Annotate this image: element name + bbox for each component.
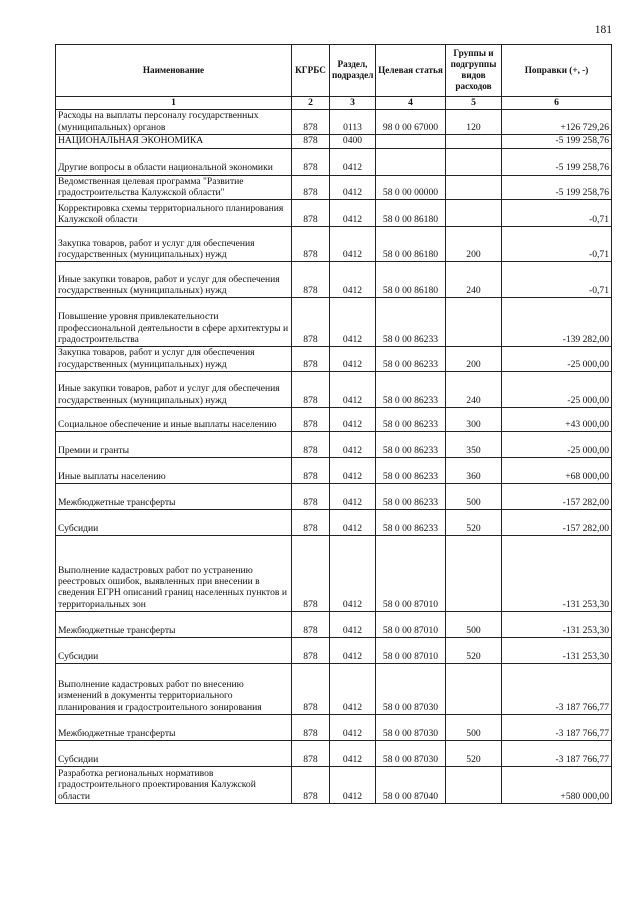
cell-amendment: -0,71 xyxy=(502,262,612,298)
cell-razdel: 0412 xyxy=(330,227,376,262)
cell-razdel: 0412 xyxy=(330,408,376,432)
cell-target: 58 0 00 86233 xyxy=(376,484,446,510)
table-row xyxy=(56,458,612,484)
cell-amendment: -25 000,00 xyxy=(502,372,612,408)
cell-kgrbs: 878 xyxy=(292,612,330,638)
table-row xyxy=(56,200,612,227)
cell-name: Межбюджетные трансферты xyxy=(56,612,292,638)
cell-expense-group: 500 xyxy=(446,484,502,510)
cell-razdel: 0412 xyxy=(330,175,376,200)
cell-amendment: -0,71 xyxy=(502,200,612,227)
header-kgrbs: КГРБС xyxy=(292,45,330,97)
cell-kgrbs: 878 xyxy=(292,536,330,612)
table-row xyxy=(56,638,612,664)
cell-target: 58 0 00 87030 xyxy=(376,664,446,715)
cell-razdel: 0113 xyxy=(330,110,376,135)
cell-razdel: 0412 xyxy=(330,347,376,372)
table-row xyxy=(56,664,612,715)
cell-kgrbs: 878 xyxy=(292,767,330,804)
cell-target: 58 0 00 86233 xyxy=(376,510,446,536)
budget-amendments-table xyxy=(55,44,612,804)
table-row xyxy=(56,227,612,262)
cell-name: Закупка товаров, работ и услуг для обеспечения государственных (муниципальных) нужд xyxy=(56,347,292,372)
cell-amendment: -5 199 258,76 xyxy=(502,135,612,148)
cell-amendment: -3 187 766,77 xyxy=(502,741,612,767)
column-number: 1 xyxy=(56,97,292,110)
cell-expense-group xyxy=(446,148,502,175)
cell-expense-group xyxy=(446,175,502,200)
header-razdel: Раздел, подраздел xyxy=(330,45,376,97)
cell-kgrbs: 878 xyxy=(292,408,330,432)
header-target: Целевая статья xyxy=(376,45,446,97)
cell-razdel: 0412 xyxy=(330,510,376,536)
cell-razdel: 0412 xyxy=(330,298,376,347)
cell-amendment: -131 253,30 xyxy=(502,536,612,612)
cell-kgrbs: 878 xyxy=(292,638,330,664)
cell-kgrbs: 878 xyxy=(292,110,330,135)
cell-kgrbs: 878 xyxy=(292,484,330,510)
cell-target: 58 0 00 86180 xyxy=(376,227,446,262)
cell-razdel: 0412 xyxy=(330,536,376,612)
cell-name: Расходы на выплаты персоналу государственных (муниципальных) органов xyxy=(56,110,292,135)
cell-amendment: -25 000,00 xyxy=(502,432,612,458)
page-number: 181 xyxy=(594,24,612,36)
cell-kgrbs: 878 xyxy=(292,175,330,200)
cell-name: Субсидии xyxy=(56,741,292,767)
cell-kgrbs: 878 xyxy=(292,741,330,767)
table-row xyxy=(56,372,612,408)
cell-name: Иные закупки товаров, работ и услуг для обеспечения государственных (муниципальных) нужд xyxy=(56,262,292,298)
cell-kgrbs: 878 xyxy=(292,298,330,347)
cell-name: Субсидии xyxy=(56,510,292,536)
cell-name: Субсидии xyxy=(56,638,292,664)
cell-target: 58 0 00 86233 xyxy=(376,372,446,408)
cell-name: Повышение уровня привлекательности профессиональной деятельности в сфере архитектуры и градостроительства xyxy=(56,298,292,347)
cell-amendment: +580 000,00 xyxy=(502,767,612,804)
table-row xyxy=(56,135,612,148)
cell-target: 58 0 00 86233 xyxy=(376,432,446,458)
cell-target: 58 0 00 86233 xyxy=(376,408,446,432)
cell-kgrbs: 878 xyxy=(292,372,330,408)
header-name: Наименование xyxy=(56,45,292,97)
cell-amendment: -0,71 xyxy=(502,227,612,262)
cell-target: 58 0 00 00000 xyxy=(376,175,446,200)
cell-name: Премии и гранты xyxy=(56,432,292,458)
cell-expense-group: 360 xyxy=(446,458,502,484)
cell-expense-group: 520 xyxy=(446,638,502,664)
cell-kgrbs: 878 xyxy=(292,510,330,536)
table-row xyxy=(56,715,612,741)
cell-target: 58 0 00 86180 xyxy=(376,200,446,227)
cell-target: 58 0 00 86233 xyxy=(376,458,446,484)
table-row xyxy=(56,612,612,638)
table-row xyxy=(56,484,612,510)
cell-name: Корректировка схемы территориального планирования Калужской области xyxy=(56,200,292,227)
cell-amendment: -139 282,00 xyxy=(502,298,612,347)
cell-name: Разработка региональных нормативов градостроительного проектирования Калужской области xyxy=(56,767,292,804)
cell-expense-group: 350 xyxy=(446,432,502,458)
table-row xyxy=(56,767,612,804)
column-number: 4 xyxy=(376,97,446,110)
cell-expense-group xyxy=(446,298,502,347)
table-row xyxy=(56,298,612,347)
cell-expense-group: 520 xyxy=(446,741,502,767)
table-row xyxy=(56,741,612,767)
cell-target xyxy=(376,148,446,175)
cell-amendment: -5 199 258,76 xyxy=(502,148,612,175)
column-number: 2 xyxy=(292,97,330,110)
cell-name: Закупка товаров, работ и услуг для обеспечения государственных (муниципальных) нужд xyxy=(56,227,292,262)
cell-razdel: 0412 xyxy=(330,484,376,510)
cell-target: 58 0 00 86233 xyxy=(376,298,446,347)
cell-kgrbs: 878 xyxy=(292,432,330,458)
cell-kgrbs: 878 xyxy=(292,715,330,741)
cell-amendment: -131 253,30 xyxy=(502,612,612,638)
cell-amendment: +126 729,26 xyxy=(502,110,612,135)
cell-name: Межбюджетные трансферты xyxy=(56,715,292,741)
cell-target: 58 0 00 87010 xyxy=(376,638,446,664)
cell-name: Выполнение кадастровых работ по внесению изменений в документы территориального планирования и градостроительного зонирования xyxy=(56,664,292,715)
cell-kgrbs: 878 xyxy=(292,458,330,484)
cell-target: 58 0 00 86233 xyxy=(376,347,446,372)
cell-target: 58 0 00 87010 xyxy=(376,536,446,612)
cell-expense-group: 200 xyxy=(446,227,502,262)
cell-amendment: -131 253,30 xyxy=(502,638,612,664)
cell-kgrbs: 878 xyxy=(292,664,330,715)
cell-razdel: 0412 xyxy=(330,741,376,767)
column-number: 6 xyxy=(502,97,612,110)
cell-target: 98 0 00 67000 xyxy=(376,110,446,135)
column-number-row xyxy=(56,97,612,110)
cell-expense-group: 520 xyxy=(446,510,502,536)
cell-name: Иные закупки товаров, работ и услуг для обеспечения государственных (муниципальных) нужд xyxy=(56,372,292,408)
table-row xyxy=(56,175,612,200)
cell-razdel: 0412 xyxy=(330,612,376,638)
cell-amendment: +43 000,00 xyxy=(502,408,612,432)
column-number: 3 xyxy=(330,97,376,110)
cell-name: Выполнение кадастровых работ по устранению реестровых ошибок, выявленных при внесении в сведения ЕГРН описаний границ населенных пунктов и территориальных зон xyxy=(56,536,292,612)
cell-kgrbs: 878 xyxy=(292,347,330,372)
table-row xyxy=(56,148,612,175)
cell-kgrbs: 878 xyxy=(292,227,330,262)
cell-amendment: -157 282,00 xyxy=(502,510,612,536)
table-row xyxy=(56,110,612,135)
cell-razdel: 0412 xyxy=(330,262,376,298)
cell-razdel: 0412 xyxy=(330,200,376,227)
cell-expense-group: 500 xyxy=(446,612,502,638)
cell-razdel: 0412 xyxy=(330,664,376,715)
cell-target: 58 0 00 87040 xyxy=(376,767,446,804)
cell-expense-group xyxy=(446,135,502,148)
cell-amendment: -3 187 766,77 xyxy=(502,715,612,741)
cell-target: 58 0 00 87010 xyxy=(376,612,446,638)
table-row xyxy=(56,536,612,612)
cell-expense-group: 500 xyxy=(446,715,502,741)
cell-razdel: 0400 xyxy=(330,135,376,148)
header-row xyxy=(56,45,612,97)
cell-expense-group: 200 xyxy=(446,347,502,372)
cell-amendment: -157 282,00 xyxy=(502,484,612,510)
cell-target: 58 0 00 87030 xyxy=(376,715,446,741)
cell-kgrbs: 878 xyxy=(292,135,330,148)
cell-target: 58 0 00 86180 xyxy=(376,262,446,298)
cell-name: Социальное обеспечение и иные выплаты населению xyxy=(56,408,292,432)
cell-razdel: 0412 xyxy=(330,715,376,741)
cell-expense-group: 240 xyxy=(446,262,502,298)
cell-razdel: 0412 xyxy=(330,148,376,175)
cell-kgrbs: 878 xyxy=(292,262,330,298)
cell-expense-group xyxy=(446,536,502,612)
cell-kgrbs: 878 xyxy=(292,148,330,175)
header-amendments: Поправки (+, -) xyxy=(502,45,612,97)
header-groups: Группы и подгруппы видов расходов xyxy=(446,45,502,97)
cell-name: Ведомственная целевая программа "Развитие градостроительства Калужской области" xyxy=(56,175,292,200)
cell-name: Иные выплаты населению xyxy=(56,458,292,484)
cell-amendment: +68 000,00 xyxy=(502,458,612,484)
cell-razdel: 0412 xyxy=(330,638,376,664)
cell-amendment: -5 199 258,76 xyxy=(502,175,612,200)
cell-expense-group: 300 xyxy=(446,408,502,432)
cell-name: Межбюджетные трансферты xyxy=(56,484,292,510)
cell-razdel: 0412 xyxy=(330,458,376,484)
column-number: 5 xyxy=(446,97,502,110)
table-row xyxy=(56,347,612,372)
cell-expense-group: 240 xyxy=(446,372,502,408)
table-row xyxy=(56,262,612,298)
table-row xyxy=(56,408,612,432)
cell-razdel: 0412 xyxy=(330,372,376,408)
cell-target: 58 0 00 87030 xyxy=(376,741,446,767)
cell-expense-group xyxy=(446,200,502,227)
cell-kgrbs: 878 xyxy=(292,200,330,227)
cell-name: НАЦИОНАЛЬНАЯ ЭКОНОМИКА xyxy=(56,135,292,148)
cell-expense-group: 120 xyxy=(446,110,502,135)
cell-target xyxy=(376,135,446,148)
cell-expense-group xyxy=(446,664,502,715)
cell-amendment: -3 187 766,77 xyxy=(502,664,612,715)
table-row xyxy=(56,432,612,458)
table-row xyxy=(56,510,612,536)
cell-razdel: 0412 xyxy=(330,767,376,804)
cell-expense-group xyxy=(446,767,502,804)
cell-name: Другие вопросы в области национальной экономики xyxy=(56,148,292,175)
cell-amendment: -25 000,00 xyxy=(502,347,612,372)
cell-razdel: 0412 xyxy=(330,432,376,458)
